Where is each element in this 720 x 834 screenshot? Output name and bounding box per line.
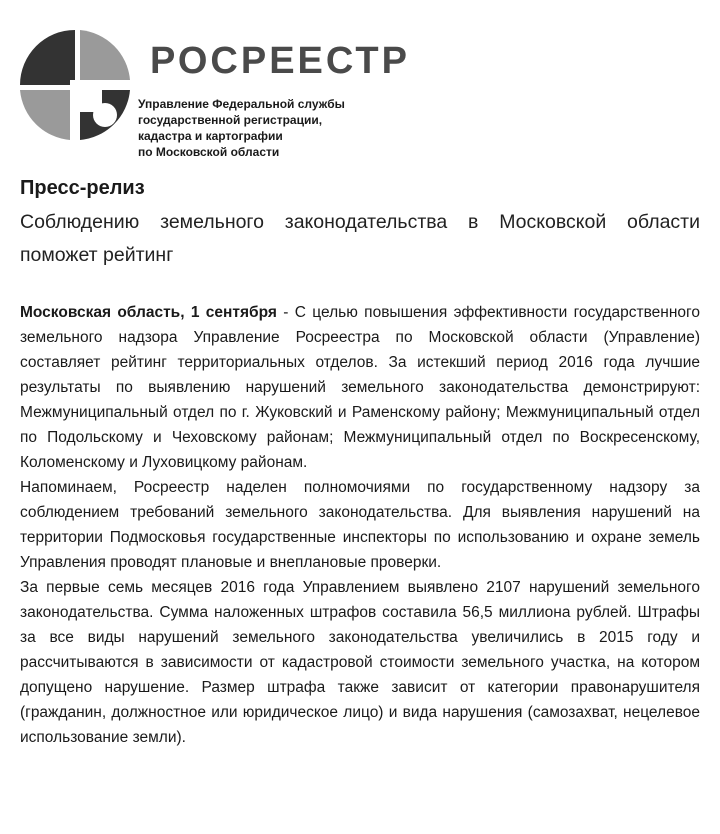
agency-line: Управление Федеральной службы bbox=[138, 97, 345, 111]
paragraph-text: - С целью повышения эффективности государственного земельного надзора Управление Росреестра по Московской области (Управление) составляет рейтинг территориальных отделов. За истекший период 2016 года лучшие результаты по выявлению нарушений земельного законодательства демонстрируют: Межмуниципальный отдел по г. Жуковский и Раменскому району; Межмуниципальный отдел по Подольскому и Чеховскому районам; Межмуниципальный отдел по Воскресенскому, Коломенскому и Луховицкому районам. bbox=[20, 304, 700, 471]
agency-line: государственной регистрации, bbox=[138, 113, 323, 127]
dateline: Московская область, 1 сентября bbox=[20, 304, 277, 321]
paragraph: Напоминаем, Росреестр наделен полномочиями по государственному надзору за соблюдением требований земельного законодательства. Для выявления нарушений на территории Подмосковья государственные инспекторы по использованию и охране земель Управления проводят плановые и внеплановые проверки. bbox=[20, 479, 700, 571]
agency-name bbox=[138, 96, 345, 160]
rosreestr-logo-icon bbox=[20, 30, 130, 140]
header bbox=[20, 22, 700, 162]
headline: Соблюдению земельного законодательства в Московской области поможет рейтинг bbox=[20, 211, 700, 266]
brand-name: РОСРЕЕСТР bbox=[150, 40, 410, 82]
agency-line: по Московской области bbox=[138, 145, 280, 159]
paragraph: За первые семь месяцев 2016 года Управлением выявлено 2107 нарушений земельного законодательства. Сумма наложенных штрафов составила 56,5 миллиона рублей. Штрафы за все виды нарушений земельного законодательства увеличились в 2015 году и рассчитываются в зависимости от кадастровой стоимости земельного участка, на котором допущено нарушение. Размер штрафа также зависит от категории правонарушителя (гражданин, должностное или юридическое лицо) и вида нарушения (самозахват, нецелевое использование земли). bbox=[20, 579, 700, 746]
paragraph bbox=[20, 300, 700, 475]
agency-line: кадастра и картографии bbox=[138, 129, 283, 143]
press-release-label: Пресс-релиз bbox=[20, 177, 145, 199]
body-text bbox=[20, 300, 700, 750]
